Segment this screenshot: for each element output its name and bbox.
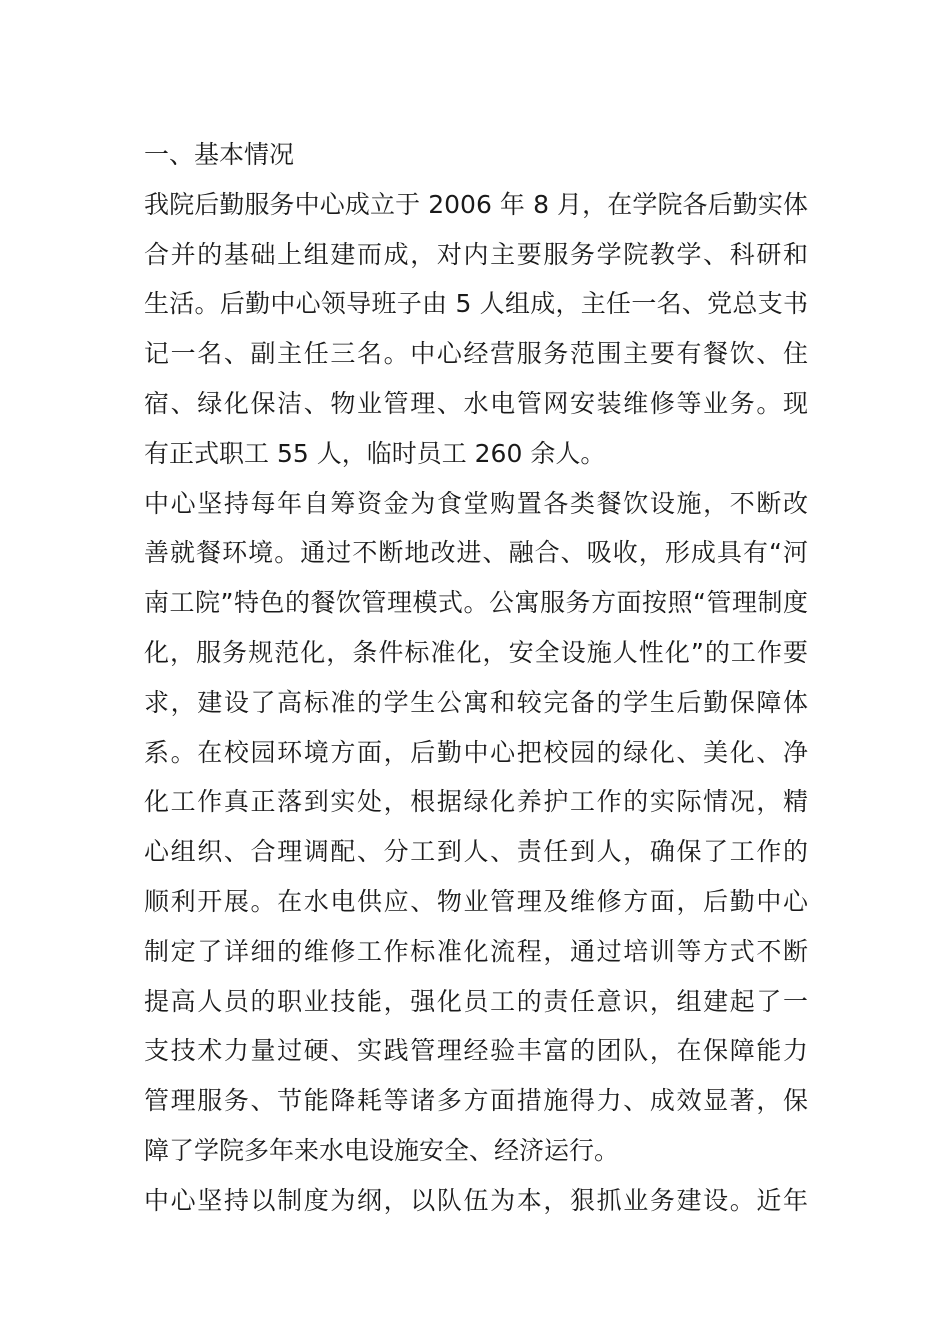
text-line: 制定了详细的维修工作标准化流程，通过培训等方式不断 xyxy=(144,936,808,966)
text-line: 生活。后勤中心领导班子由 5 人组成，主任一名、党总支书 xyxy=(144,289,808,319)
text-line: 求，建设了高标准的学生公寓和较完备的学生后勤保障体 xyxy=(144,687,808,717)
text-line: 记一名、副主任三名。中心经营服务范围主要有餐饮、住 xyxy=(144,339,808,369)
text-line: 合并的基础上组建而成，对内主要服务学院教学、科研和 xyxy=(144,239,808,269)
text-line: 中心坚持每年自筹资金为食堂购置各类餐饮设施，不断改 xyxy=(144,488,808,518)
paragraph-management xyxy=(144,1176,808,1226)
text-line: 顺利开展。在水电供应、物业管理及维修方面，后勤中心 xyxy=(144,886,808,916)
text-line: 系。在校园环境方面，后勤中心把校园的绿化、美化、净 xyxy=(144,737,808,767)
text-line: 化工作真正落到实处，根据绿化养护工作的实际情况，精 xyxy=(144,787,808,817)
text-line: 障了学院多年来水电设施安全、经济运行。 xyxy=(144,1135,620,1165)
text-line: 中心坚持以制度为纲，以队伍为本，狠抓业务建设。近年 xyxy=(144,1185,808,1215)
text-line: 我院后勤服务中心成立于 2006 年 8 月，在学院各后勤实体 xyxy=(144,189,808,219)
text-line: 提高人员的职业技能，强化员工的责任意识，组建起了一 xyxy=(144,986,808,1016)
section-heading: 一、基本情况 xyxy=(144,140,295,169)
text-line: 有正式职工 55 人，临时员工 260 余人。 xyxy=(144,438,606,468)
paragraph-services xyxy=(144,479,808,1176)
document-body xyxy=(144,130,808,1226)
paragraph-overview xyxy=(144,180,808,479)
text-line: 宿、绿化保洁、物业管理、水电管网安装维修等业务。现 xyxy=(144,388,808,418)
text-line: 善就餐环境。通过不断地改进、融合、吸收，形成具有“河 xyxy=(144,538,808,568)
text-line: 管理服务、节能降耗等诸多方面措施得力、成效显著，保 xyxy=(144,1086,808,1116)
text-line: 化，服务规范化，条件标准化，安全设施人性化”的工作要 xyxy=(144,637,808,667)
text-line: 心组织、合理调配、分工到人、责任到人，确保了工作的 xyxy=(144,837,808,867)
text-line: 南工院”特色的餐饮管理模式。公寓服务方面按照“管理制度 xyxy=(144,588,808,618)
text-line: 支技术力量过硬、实践管理经验丰富的团队，在保障能力 xyxy=(144,1036,808,1066)
